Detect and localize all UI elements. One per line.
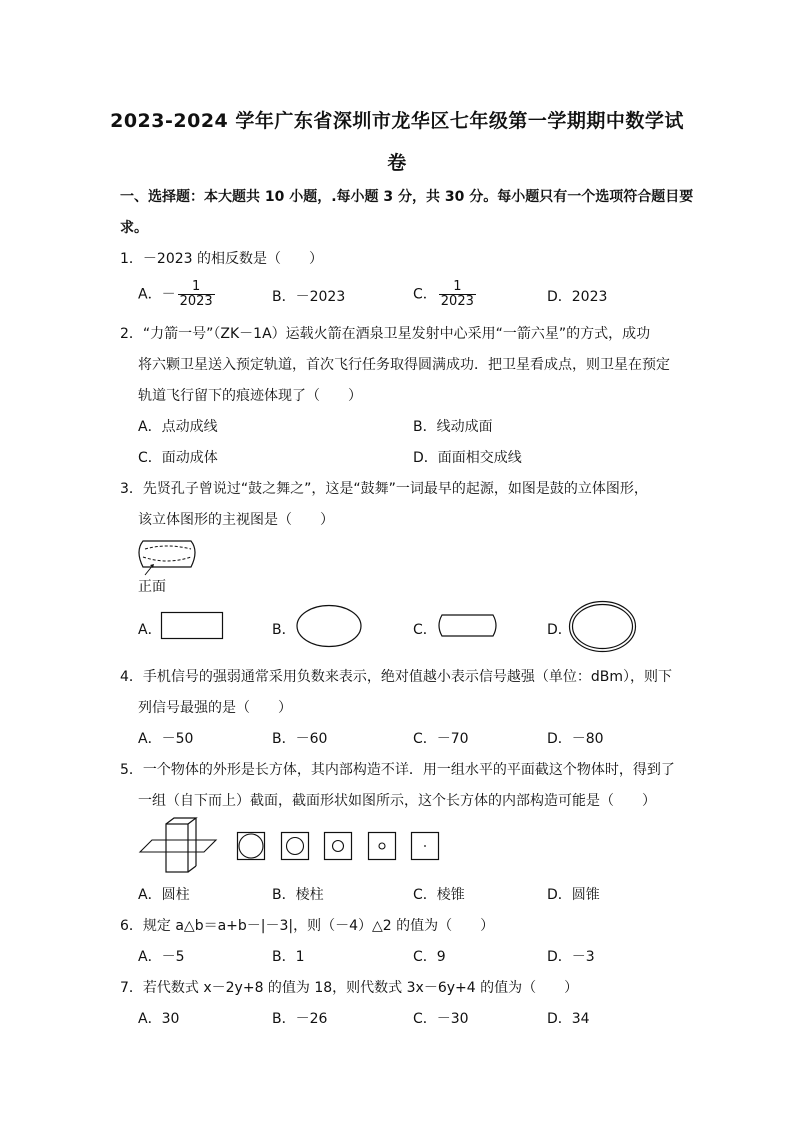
cross-section-5 <box>411 832 439 860</box>
question-3-option-a: A． <box>138 622 162 638</box>
numerator: 1 <box>439 280 476 295</box>
question-4-line2: 列信号最强的是（ ） <box>138 700 292 716</box>
cross-section-3 <box>324 832 352 860</box>
question-6-option-a: A．－5 <box>138 949 185 965</box>
exam-title-line2: 卷 <box>387 152 407 174</box>
question-2-option-b: B．线动成面 <box>413 419 493 435</box>
question-2-line1: 2．“力箭一号”（ZK－1A）运载火箭在酒泉卫星发射中心采用“一箭六星”的方式，成功 <box>120 326 651 342</box>
question-2-option-a: A．点动成线 <box>138 419 218 435</box>
question-5-option-d: D．圆锥 <box>547 887 600 903</box>
question-5-option-c: C．棱锥 <box>413 887 465 903</box>
section-heading: 一、选择题：本大题共 10 小题，.每小题 3 分，共 30 分。每小题只有一个选项符合题目要 <box>120 189 694 205</box>
rectangle-shape <box>161 612 223 640</box>
question-4-option-d: D．－80 <box>547 731 604 747</box>
question-2-line3: 轨道飞行留下的痕迹体现了（ ） <box>138 388 362 404</box>
fraction <box>178 280 215 309</box>
question-6-option-d: D．－3 <box>547 949 595 965</box>
question-1-option-d: D．2023 <box>547 289 608 305</box>
question-4-option-c: C．－70 <box>413 731 469 747</box>
question-1-stem: 1．－2023 的相反数是（ ） <box>120 251 323 267</box>
question-1-option-a <box>138 280 215 309</box>
exam-title-line1: 2023-2024 学年广东省深圳市龙华区七年级第一学期期中数学试 <box>110 110 684 132</box>
double-ellipse-shape <box>569 601 637 653</box>
question-7-option-c: C．－30 <box>413 1011 469 1027</box>
question-5-line1: 5．一个物体的外形是长方体，其内部构造不详．用一组水平的平面截这个物体时，得到了 <box>120 762 675 778</box>
question-4-option-a: A．－50 <box>138 731 194 747</box>
question-3-option-c: C． <box>413 622 437 638</box>
question-7-stem: 7．若代数式 x－2y+8 的值为 18，则代数式 3x－6y+4 的值为（ ） <box>120 980 579 996</box>
question-5-option-b: B．棱柱 <box>272 887 324 903</box>
question-3-line1: 3．先贤孔子曾说过“鼓之舞之”，这是“鼓舞”一词最早的起源，如图是鼓的立体图形， <box>120 481 648 497</box>
question-5-option-a: A．圆柱 <box>138 887 190 903</box>
drum-figure <box>135 535 205 580</box>
question-3-option-b: B． <box>272 622 296 638</box>
question-7-option-d: D．34 <box>547 1011 590 1027</box>
option-a-label: A．－ <box>138 286 176 303</box>
question-6-stem: 6．规定 a△b＝a+b－|－3|，则（－4）△2 的值为（ ） <box>120 918 495 934</box>
question-6-option-c: C．9 <box>413 949 446 965</box>
rounded-rectangle-shape <box>437 614 499 638</box>
question-4-option-b: B．－60 <box>272 731 328 747</box>
question-6-option-b: B．1 <box>272 949 305 965</box>
question-3-line2: 该立体图形的主视图是（ ） <box>138 512 334 528</box>
cross-section-2 <box>281 832 309 860</box>
numerator: 1 <box>178 280 215 295</box>
question-7-option-b: B．－26 <box>272 1011 328 1027</box>
question-7-option-a: A．30 <box>138 1011 180 1027</box>
section-heading-cont: 求。 <box>120 220 148 236</box>
cross-section-4 <box>368 832 396 860</box>
question-4-line1: 4．手机信号的强弱通常采用负数来表示，绝对值越小表示信号越强（单位：dBm），则下 <box>120 669 673 685</box>
denominator: 2023 <box>179 294 213 309</box>
question-1-option-c <box>413 280 476 309</box>
question-2-option-d: D．面面相交成线 <box>413 450 522 466</box>
question-5-line2: 一组（自下而上）截面，截面形状如图所示，这个长方体的内部构造可能是（ ） <box>138 793 656 809</box>
ellipse-shape <box>296 605 364 649</box>
cross-section-1 <box>237 832 265 860</box>
cuboid-with-plane-figure <box>138 816 218 876</box>
option-c-label: C． <box>413 286 437 303</box>
question-1-option-b: B．－2023 <box>272 289 346 305</box>
fraction <box>439 280 476 309</box>
question-2-line2: 将六颗卫星送入预定轨道，首次飞行任务取得圆满成功．把卫星看成点，则卫星在预定 <box>138 357 670 373</box>
question-3-option-d: D． <box>547 622 572 638</box>
question-2-option-c: C．面动成体 <box>138 450 218 466</box>
front-label: 正面 <box>138 579 166 595</box>
denominator: 2023 <box>440 294 474 309</box>
